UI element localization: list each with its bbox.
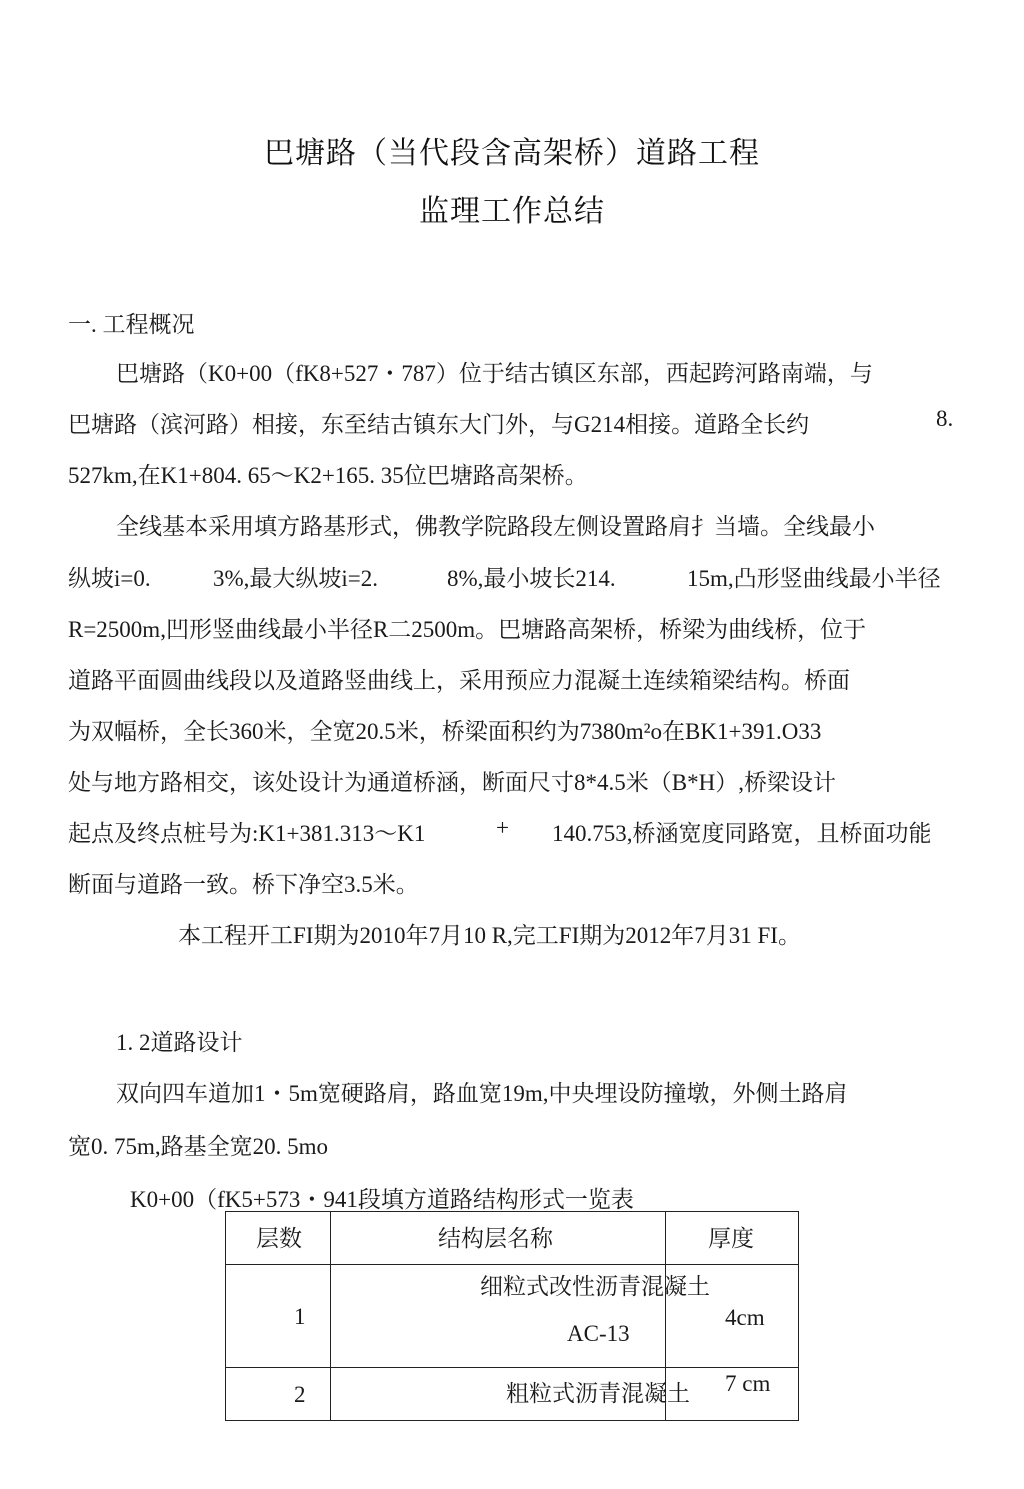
text-segment: 巴塘路（滨河路）相接，东至结古镇东大门外，与G214相接。道路全长约 (68, 412, 810, 437)
text-segment: 纵坡i=0. (68, 566, 151, 591)
paragraph-line: 断面与道路一致。桥下净空3.5米。 (68, 872, 419, 897)
table-row (226, 1368, 799, 1421)
paragraph-line: R=2500m,凹形竖曲线最小半径R二2500m。巴塘路高架桥，桥梁为曲线桥，位于 (68, 617, 867, 642)
paragraph-line: 宽0. 75m,路基全宽20. 5mo (68, 1134, 329, 1159)
structure-table (225, 1211, 799, 1421)
section-heading-overview: 一. 工程概况 (68, 312, 195, 337)
section-heading-road-design: 1. 2道路设计 (116, 1030, 243, 1055)
cell-name: 粗粒式沥青混凝土 (506, 1381, 690, 1406)
paragraph-line (68, 560, 958, 590)
paragraph-line: 处与地方路相交，该处设计为通道桥涵，断面尺寸8*4.5米（B*H）,桥梁设计 (68, 770, 836, 795)
cell-name-code: AC-13 (567, 1321, 630, 1346)
table-cell (226, 1368, 331, 1421)
table-cell (331, 1265, 710, 1368)
cell-thickness: 7 cm (725, 1371, 771, 1396)
document-title: 巴塘路（当代段含高架桥）道路工程 (264, 136, 760, 171)
table-cell (666, 1265, 799, 1368)
text-segment: 15m,凸形竖曲线最小半径 (687, 566, 941, 591)
header-layer-count: 层数 (256, 1226, 302, 1251)
paragraph-line: 全线基本采用填方路基形式，佛教学院路段左侧设置路肩扌当墙。全线最小 (116, 514, 875, 539)
cell-layer: 1 (294, 1304, 306, 1329)
text-segment: 8. (936, 406, 954, 431)
table-cell (666, 1368, 799, 1421)
paragraph-line: 双向四车道加1・5m宽硬路肩，路血宽19m,中央埋设防撞墩，外侧土路肩 (116, 1081, 848, 1106)
text-segment: 140.753,桥涵宽度同路宽，且桥面功能 (552, 821, 932, 846)
text-segment: 起点及终点桩号为:K1+381.313～K1 (68, 821, 426, 846)
paragraph-line: 巴塘路（K0+00（fK8+527・787）位于结古镇区东部，西起跨河路南端，与 (116, 361, 873, 386)
table-caption: K0+00（fK5+573・941段填方道路结构形式一览表 (130, 1187, 634, 1212)
cell-thickness: 4cm (725, 1305, 765, 1330)
header-layer-name: 结构层名称 (438, 1226, 553, 1251)
table-header-cell (331, 1212, 666, 1265)
text-segment: 8%,最小坡长214. (447, 566, 616, 591)
paragraph-line: 为双幅桥，全长360米，全宽20.5米，桥梁面积约为7380m²o在BK1+391.O33 (68, 719, 822, 744)
paragraph-line (68, 406, 958, 436)
paragraph-line: 本工程开工FI期为2010年7月10 R,完工FI期为2012年7月31 FI。 (178, 923, 801, 948)
paragraph-line: 527km,在K1+804. 65～K2+165. 35位巴塘路高架桥。 (68, 463, 588, 488)
table-header-cell (666, 1212, 799, 1265)
table-cell (226, 1265, 331, 1368)
text-segment: 3%,最大纵坡i=2. (213, 566, 379, 591)
header-thickness: 厚度 (708, 1226, 754, 1251)
table-cell (331, 1368, 690, 1421)
text-segment: + (496, 815, 509, 840)
paragraph-line: 道路平面圆曲线段以及道路竖曲线上，采用预应力混凝土连续箱梁结构。桥面 (68, 668, 850, 693)
paragraph-line (68, 815, 958, 845)
cell-name: 细粒式改性沥青混凝土 (480, 1274, 710, 1299)
document-subtitle: 监理工作总结 (419, 194, 605, 229)
table-header-row (226, 1212, 799, 1265)
table-row (226, 1265, 799, 1368)
table-header-cell (226, 1212, 331, 1265)
cell-layer: 2 (294, 1382, 306, 1407)
